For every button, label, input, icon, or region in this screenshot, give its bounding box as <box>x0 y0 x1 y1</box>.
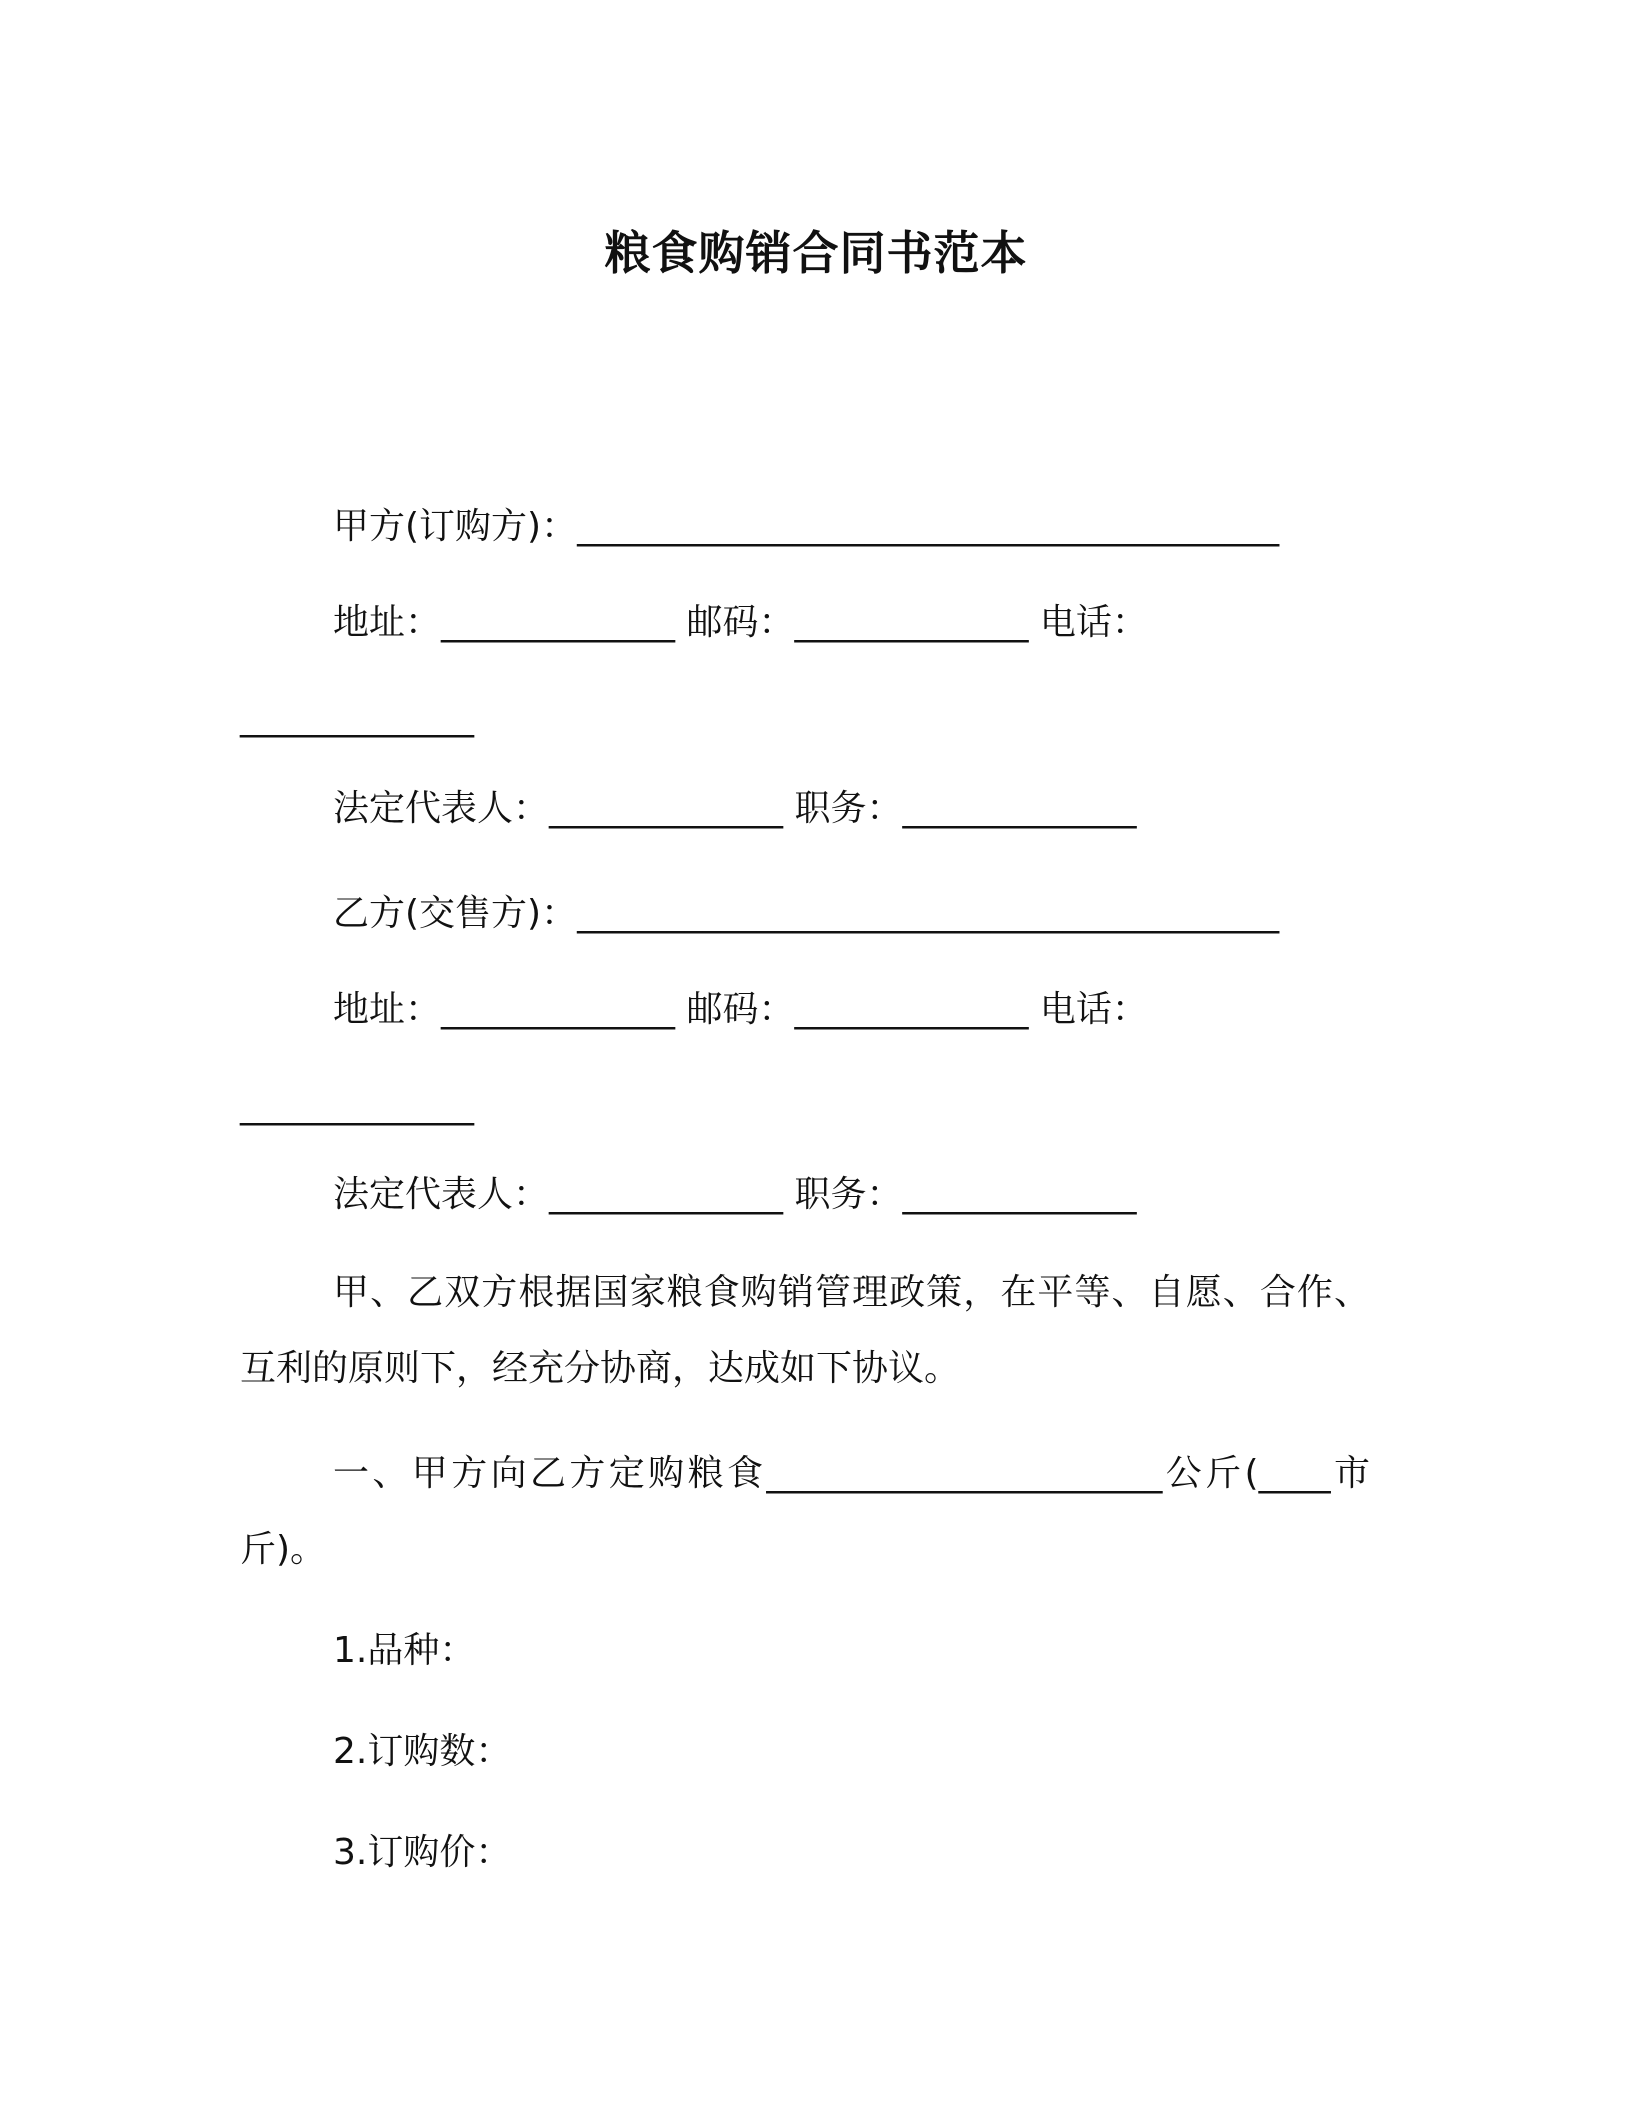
party-b-representative-line: 法定代表人：_____________ 职务：_____________ <box>333 1174 1137 1215</box>
party-b-phone-blank: _____________ <box>240 1085 474 1126</box>
item-order-price: 3.订购价： <box>333 1832 512 1873</box>
document-title: 粮食购销合同书范本 <box>604 226 1028 280</box>
item-variety: 1.品种： <box>333 1630 476 1671</box>
party-a-name-line: 甲方(订购方)：_______________________________________ <box>333 506 1280 547</box>
party-b-address-line: 地址：_____________ 邮码：_____________ 电话： <box>333 989 1148 1030</box>
party-a-phone-blank: _____________ <box>240 697 474 738</box>
party-b-name-line: 乙方(交售方)：_______________________________________ <box>333 893 1280 934</box>
item-order-quantity: 2.订购数： <box>333 1731 512 1772</box>
preamble-paragraph: 甲、乙双方根据国家粮食购销管理政策，在平等、自愿、合作、互利的原则下，经充分协商，达成如下协议。 <box>240 1272 1370 1389</box>
party-a-representative-line: 法定代表人：_____________ 职务：_____________ <box>333 788 1137 829</box>
party-a-address-line: 地址：_____________ 邮码：_____________ 电话： <box>333 602 1148 643</box>
clause-one-paragraph: 一、甲方向乙方定购粮食______________________公斤(____市斤)。 <box>240 1453 1370 1570</box>
